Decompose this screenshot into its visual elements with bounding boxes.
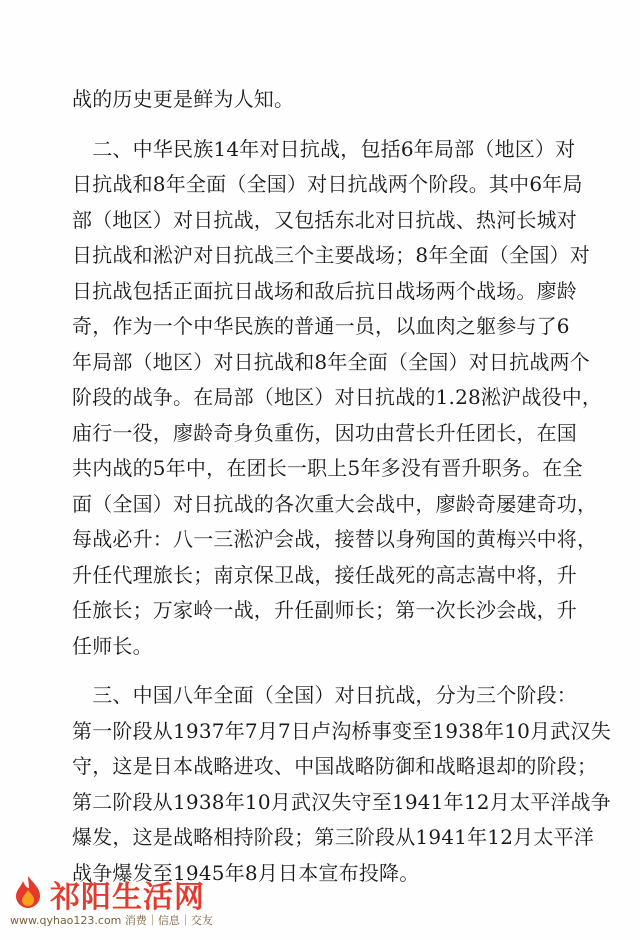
text-line: 阶段的战争。在局部（地区）对日抗战的1.28淞沪战役中， [72, 385, 603, 409]
text-line: 奇，作为一个中华民族的普通一员，以血肉之躯参与了6 [72, 314, 570, 338]
flame-icon [10, 874, 46, 910]
paragraph-3 [72, 678, 632, 891]
text-line: 日抗战包括正面抗日战场和敌后抗日战场两个战场。廖龄 [72, 278, 577, 303]
watermark-site-name: 祁阳生活网 [50, 880, 205, 915]
paragraph-2 [72, 132, 632, 665]
watermark-tags: 消费｜信息｜交友 [124, 914, 213, 927]
text-line: 战争爆发至1945年8月日本宣布投降。 [72, 860, 420, 885]
text-line: 部（地区）对日抗战，又包括东北对日抗战、热河长城对 [72, 207, 577, 232]
document-body [72, 82, 632, 891]
text-line: 年局部（地区）对日抗战和8年全面（全国）对日抗战两个 [72, 349, 590, 374]
text-line: 爆发，这是战略相持阶段；第三阶段从1941年12月太平洋 [72, 825, 594, 849]
text-line: 日抗战和8年全面（全国）对日抗战两个阶段。其中6年局 [72, 172, 583, 196]
paragraph-1 [72, 82, 632, 118]
text-line: 战的历史更是鲜为人知。 [72, 87, 295, 111]
site-watermark-logo [10, 872, 220, 932]
text-line: 面（全国）对日抗战的各次重大会战中，廖龄奇屡建奇功， [72, 491, 598, 516]
text-line: 守，这是日本战略进攻、中国战略防御和战略退却的阶段； [72, 754, 598, 778]
text-line: 庙行一役，廖龄奇身负重伤，因功由营长升任团长，在国 [72, 420, 577, 445]
text-line: 任师长。 [72, 633, 153, 658]
text-line: 三、中国八年全面（全国）对日抗战，分为三个阶段： [72, 683, 577, 707]
text-line: 第一阶段从1937年7月7日卢沟桥事变至1938年10月武汉失 [72, 718, 611, 743]
text-line: 升任代理旅长；南京保卫战，接任战死的高志嵩中将，升 [72, 562, 577, 587]
text-line: 任旅长；万家岭一战，升任副师长；第一次长沙会战，升 [72, 598, 577, 622]
text-line: 共内战的5年中，在团长一职上5年多没有晋升职务。在全 [72, 456, 583, 480]
text-line: 二、中华民族14年对日抗战，包括6年局部（地区）对 [72, 136, 576, 161]
text-line: 日抗战和淞沪对日抗战三个主要战场；8年全面（全国）对 [72, 243, 590, 267]
text-line: 每战必升：八一三淞沪会战，接替以身殉国的黄梅兴中将， [72, 527, 598, 551]
watermark-url-line [10, 912, 213, 928]
text-line: 第二阶段从1938年10月武汉失守至1941年12月太平洋战争 [72, 789, 611, 814]
watermark-url: www.qyhao123.com [10, 914, 122, 927]
